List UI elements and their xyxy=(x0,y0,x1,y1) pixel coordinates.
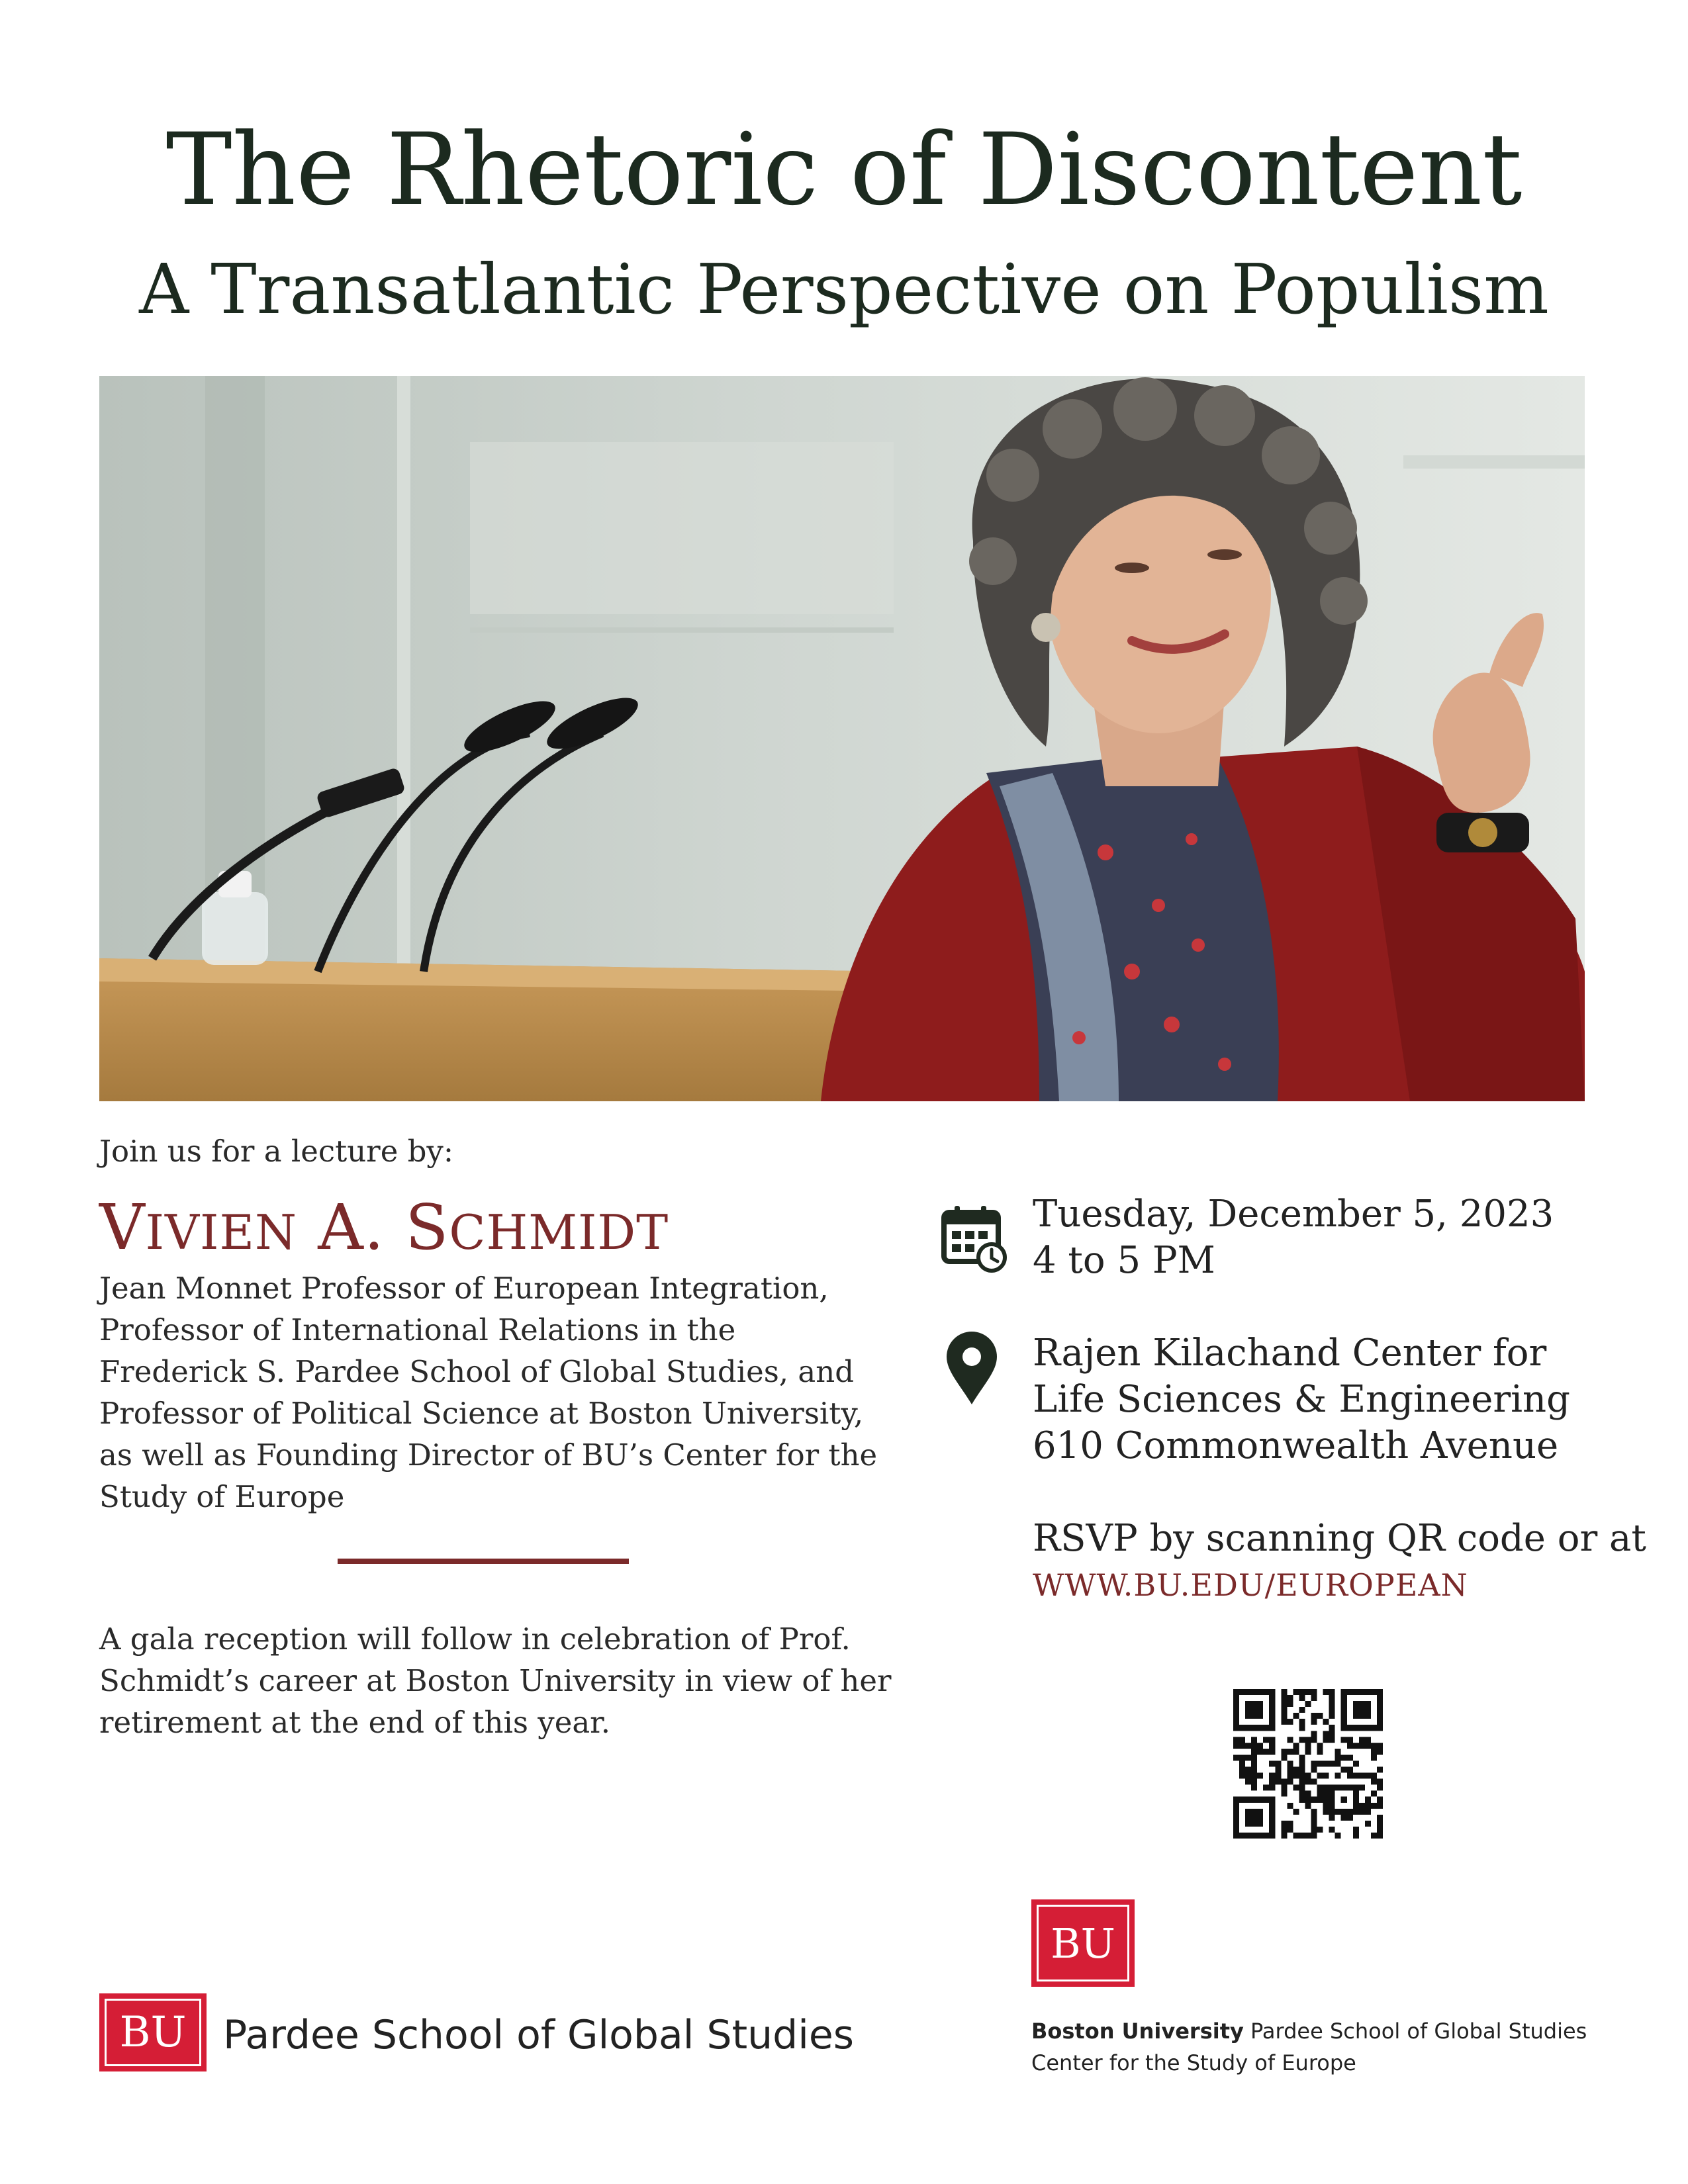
rsvp-text: RSVP by scanning QR code or at xyxy=(1033,1517,1646,1560)
event-subtitle: A Transatlantic Perspective on Populism xyxy=(139,249,1549,330)
lecture-intro: Join us for a lecture by: xyxy=(99,1134,454,1169)
bio-line: Study of Europe xyxy=(99,1479,345,1514)
name-first-initial: V xyxy=(99,1191,146,1264)
reception-line: retirement at the end of this year. xyxy=(99,1705,611,1740)
bio-line: Professor of Political Science at Boston University, xyxy=(99,1396,864,1431)
qr-code[interactable] xyxy=(1233,1689,1383,1839)
speaker-bio xyxy=(99,1267,880,1518)
location-line: Rajen Kilachand Center for xyxy=(1033,1332,1547,1375)
bu-logo-text: BU xyxy=(105,1999,201,2066)
bio-line: Frederick S. Pardee School of Global Studies, and xyxy=(99,1354,855,1389)
name-last-initial: S xyxy=(405,1191,449,1264)
reception-note xyxy=(99,1618,894,1743)
bio-line: Professor of International Relations in the xyxy=(99,1312,736,1347)
boston-university-label: Boston University xyxy=(1031,2019,1244,2044)
map-pin-icon xyxy=(945,1330,998,1406)
name-last-rest: CHMIDT xyxy=(449,1205,669,1260)
bu-logo-text: BU xyxy=(1037,1905,1129,1981)
center-label: Center for the Study of Europe xyxy=(1031,2050,1356,2075)
event-title: The Rhetoric of Discontent xyxy=(165,113,1523,228)
calendar-clock-icon xyxy=(941,1205,1008,1274)
bu-logo-left xyxy=(99,1993,207,2071)
name-middle: A. xyxy=(318,1191,385,1264)
pardee-school-label: Pardee School of Global Studies xyxy=(223,2012,855,2058)
event-time: 4 to 5 PM xyxy=(1033,1239,1215,1282)
speaker-name xyxy=(99,1191,669,1264)
event-date: Tuesday, December 5, 2023 xyxy=(1033,1193,1554,1236)
reception-line: A gala reception will follow in celebration of Prof. xyxy=(99,1621,851,1657)
rsvp-link[interactable]: WWW.BU.EDU/EUROPEAN xyxy=(1033,1567,1468,1603)
section-divider xyxy=(338,1559,629,1564)
bio-line: as well as Founding Director of BU’s Center for the xyxy=(99,1437,878,1473)
name-first-rest: IVIEN xyxy=(145,1205,298,1260)
location-line: Life Sciences & Engineering xyxy=(1033,1378,1570,1421)
location-line: 610 Commonwealth Avenue xyxy=(1033,1424,1559,1467)
pardee-label: Pardee School of Global Studies xyxy=(1243,2019,1587,2044)
speaker-photo xyxy=(99,376,1585,1101)
footer-affiliation xyxy=(1031,2019,1587,2044)
reception-line: Schmidt’s career at Boston University in view of her xyxy=(99,1663,892,1698)
bu-logo-right xyxy=(1031,1899,1135,1987)
bio-line: Jean Monnet Professor of European Integration, xyxy=(99,1271,829,1306)
